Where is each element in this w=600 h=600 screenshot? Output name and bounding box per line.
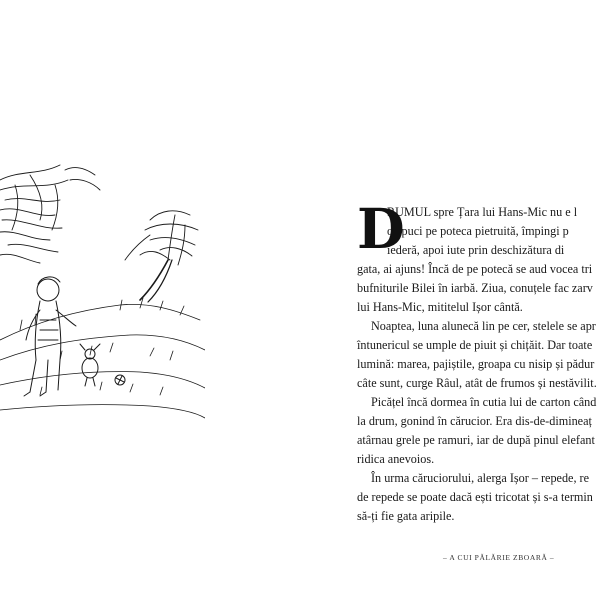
- ink-illustration-child-in-field: [0, 160, 205, 440]
- running-footer: – A CUI PĂLĂRIE ZBOARĂ –: [443, 553, 555, 562]
- text-line: bufniturile Bilei în iarbă. Ziua, conuțele fac zarv: [357, 281, 593, 295]
- ball-figure: [115, 375, 125, 385]
- story-text: [357, 196, 600, 526]
- text-line: o apuci pe poteca pietruită, împingi p: [387, 224, 569, 238]
- text-line: lui Hans-Mic, mititelul Ișor cântă.: [357, 300, 523, 314]
- text-line: să-ți fie gata aripile.: [357, 509, 455, 523]
- foliage-right-tree: [125, 211, 198, 302]
- text-line: iederă, apoi iute prin deschizătura di: [387, 243, 565, 257]
- text-line: la drum, gonind în cărucior. Era dis-de-dimineaț: [357, 414, 592, 428]
- text-line: În urma căruciorului, alerga Ișor – repede, re: [371, 471, 590, 485]
- text-line: RUMUL spre Țara lui Hans-Mic nu e l: [387, 205, 578, 219]
- paragraph-2: [357, 317, 600, 393]
- text-line: ridica anevoios.: [357, 452, 435, 466]
- paragraph-1: [357, 196, 600, 317]
- text-line: atârnau grele pe ramuri, iar de după pinul elefant: [357, 433, 595, 447]
- text-line: de repede se poate dacă ești tricotat și s-a termin: [357, 490, 593, 504]
- drop-cap: D: [357, 196, 405, 261]
- text-line: câte sunt, curge Râul, atât de frumos și nestăvilit.: [357, 376, 597, 390]
- paragraph-3: [357, 393, 600, 469]
- child-figure: [24, 277, 76, 396]
- grass-hill: [0, 298, 205, 418]
- text-line: Picățel încă dormea în cutia lui de carton când: [371, 395, 597, 409]
- text-line: lumină: marea, pajiștile, groapa cu nisip și pădur: [357, 357, 595, 371]
- bird-figure: [80, 344, 100, 386]
- foliage-left-tree: [0, 165, 100, 263]
- paragraph-4: [357, 469, 600, 526]
- text-line: Noaptea, luna alunecă lin pe cer, stelele se apr: [371, 319, 596, 333]
- text-line: gata, ai ajuns! Încă de pe potecă se aud vocea tri: [357, 262, 593, 276]
- text-line: întunericul se umple de piuit și chițăit. Dar toate: [357, 338, 593, 352]
